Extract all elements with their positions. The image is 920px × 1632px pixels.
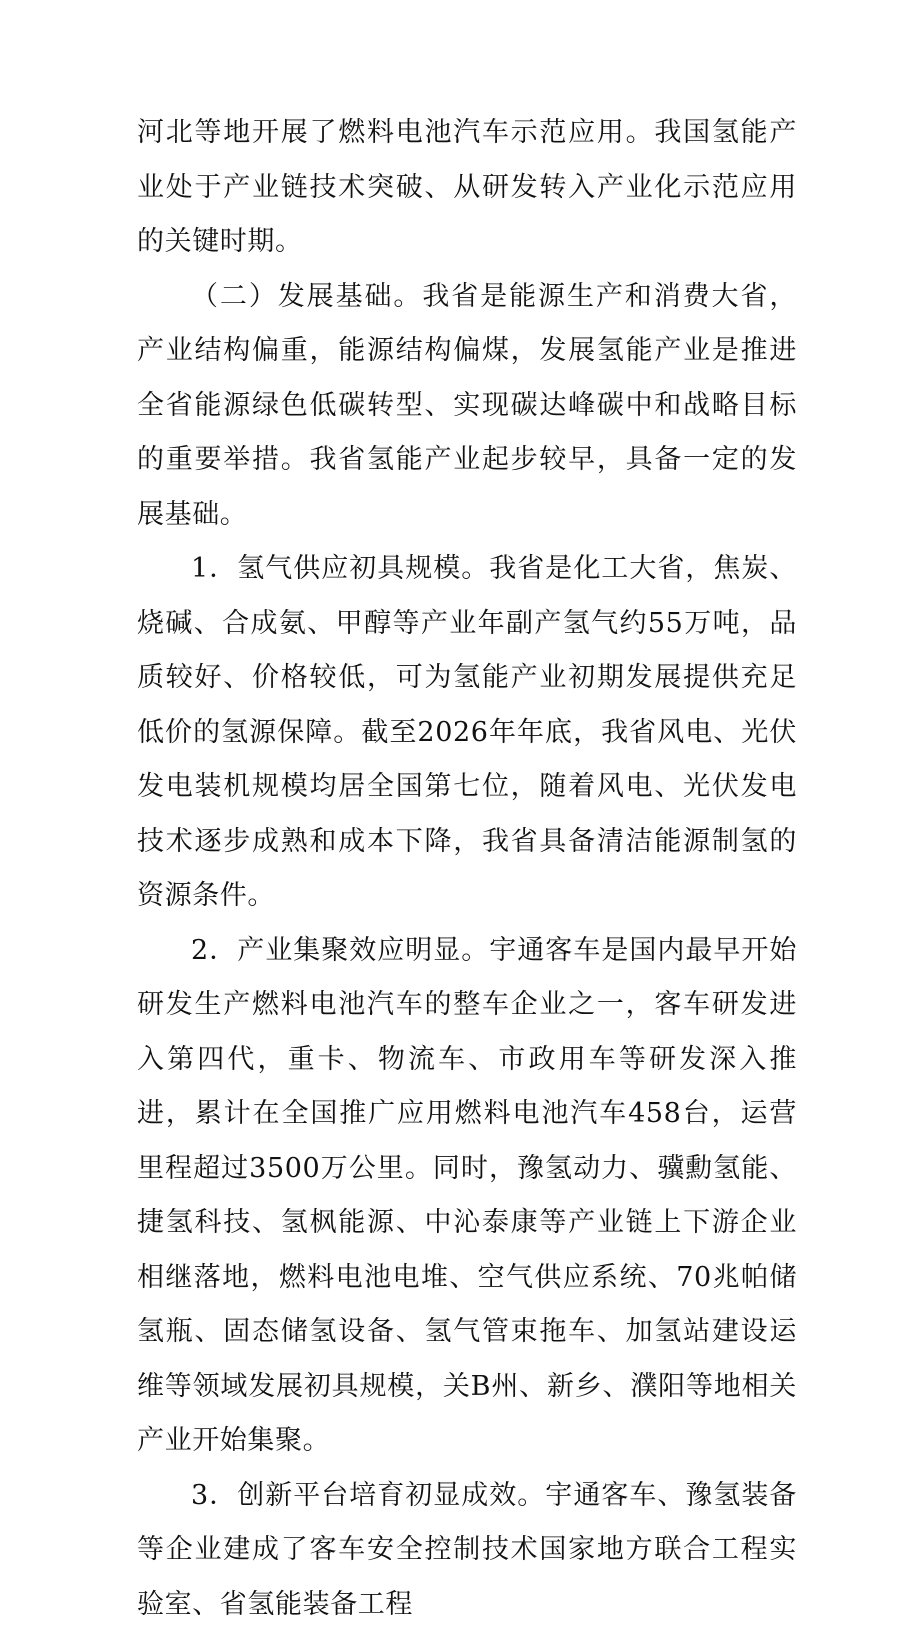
paragraph-continuation: 河北等地开展了燃料电池汽车示范应用。我国氢能产业处于产业链技术突破、从研发转入产业化示范应用的关键时期。 <box>137 106 797 270</box>
paragraph-hydrogen-supply: 1．氢气供应初具规模。我省是化工大省，焦炭、烧碱、合成氨、甲醇等产业年副产氢气约55万吨，品质较好、价格较低，可为氢能产业初期发展提供充足低价的氢源保障。截至2026年年底，我省风电、光伏发电装机规模均居全国第七位，随着风电、光伏发电技术逐步成熟和成本下降，我省具备清洁能源制氢的资源条件。 <box>137 542 797 924</box>
paragraph-development-basis: （二）发展基础。我省是能源生产和消费大省，产业结构偏重，能源结构偏煤，发展氢能产业是推进全省能源绿色低碳转型、实现碳达峰碳中和战略目标的重要举措。我省氢能产业起步较早，具备一定的发展基础。 <box>137 270 797 543</box>
document-body <box>137 106 797 1632</box>
paragraph-innovation-platform: 3．创新平台培育初显成效。宇通客车、豫氢装备等企业建成了客车安全控制技术国家地方联合工程实验室、省氢能装备工程 <box>137 1469 797 1632</box>
paragraph-industry-cluster: 2．产业集聚效应明显。宇通客车是国内最早开始研发生产燃料电池汽车的整车企业之一，客车研发进入第四代，重卡、物流车、市政用车等研发深入推进，累计在全国推广应用燃料电池汽车458台，运营里程超过3500万公里。同时，豫氢动力、骥勳氢能、捷氢科技、氢枫能源、中沁泰康等产业链上下游企业相继落地，燃料电池电堆、空气供应系统、70兆帕储氢瓶、固态储氢设备、氢气管束拖车、加氢站建设运维等领域发展初具规模，关B州、新乡、濮阳等地相关产业开始集聚。 <box>137 924 797 1469</box>
